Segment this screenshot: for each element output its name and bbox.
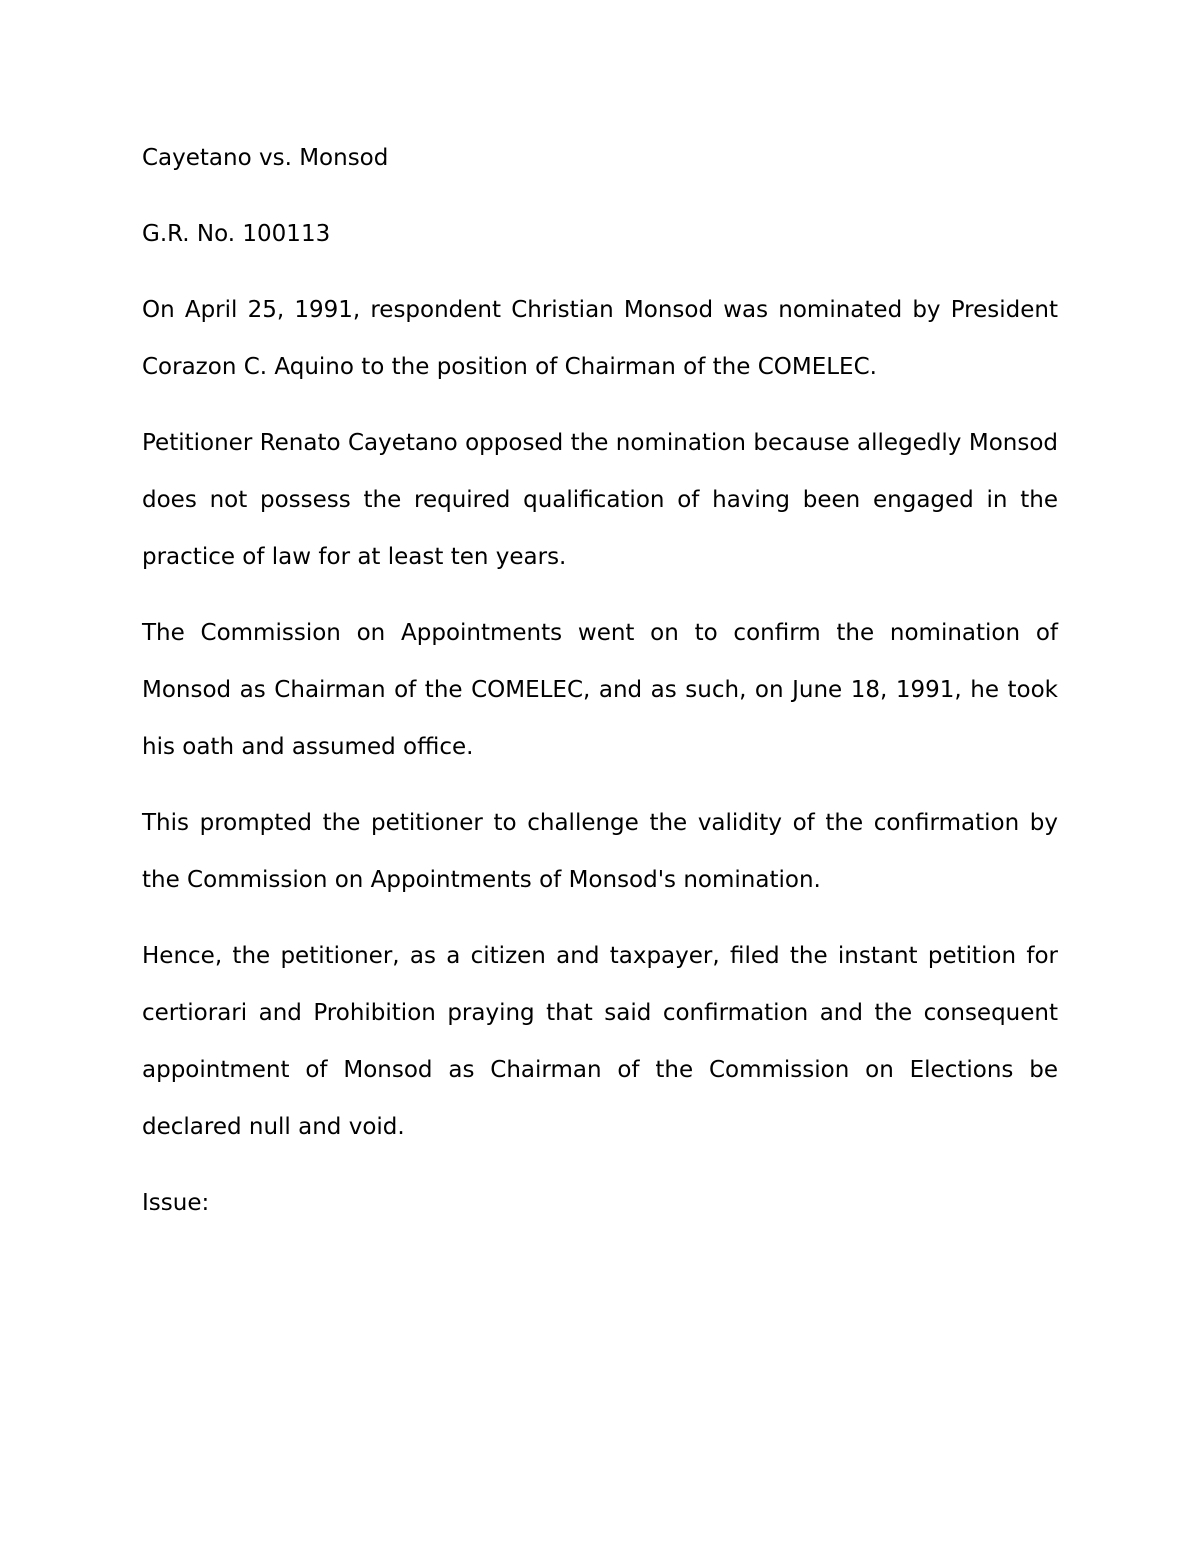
- paragraph-confirmation: The Commission on Appointments went on to confirm the nomination of Monsod as Chairman of the COMELEC, and as such, on June 18, 1991, he took his oath and assumed office.: [142, 620, 1058, 760]
- paragraph-nomination: On April 25, 1991, respondent Christian Monsod was nominated by President Corazon C. Aquino to the position of Chairman of the COMELEC.: [142, 297, 1058, 380]
- document-body: [142, 130, 1058, 1251]
- issue-heading: Issue:: [142, 1190, 210, 1216]
- paragraph-challenge: This prompted the petitioner to challenge the validity of the confirmation by the Commission on Appointments of Monsod's nomination.: [142, 810, 1058, 893]
- paragraph-petition: Hence, the petitioner, as a citizen and taxpayer, filed the instant petition for certiorari and Prohibition praying that said confirmation and the consequent appointment of Monsod as Chairman of the Commission on Elections be declared null and void.: [142, 943, 1058, 1140]
- case-title: Cayetano vs. Monsod: [142, 145, 389, 171]
- case-number: G.R. No. 100113: [142, 221, 331, 247]
- paragraph-opposition: Petitioner Renato Cayetano opposed the nomination because allegedly Monsod does not possess the required qualification of having been engaged in the practice of law for at least ten years.: [142, 430, 1058, 570]
